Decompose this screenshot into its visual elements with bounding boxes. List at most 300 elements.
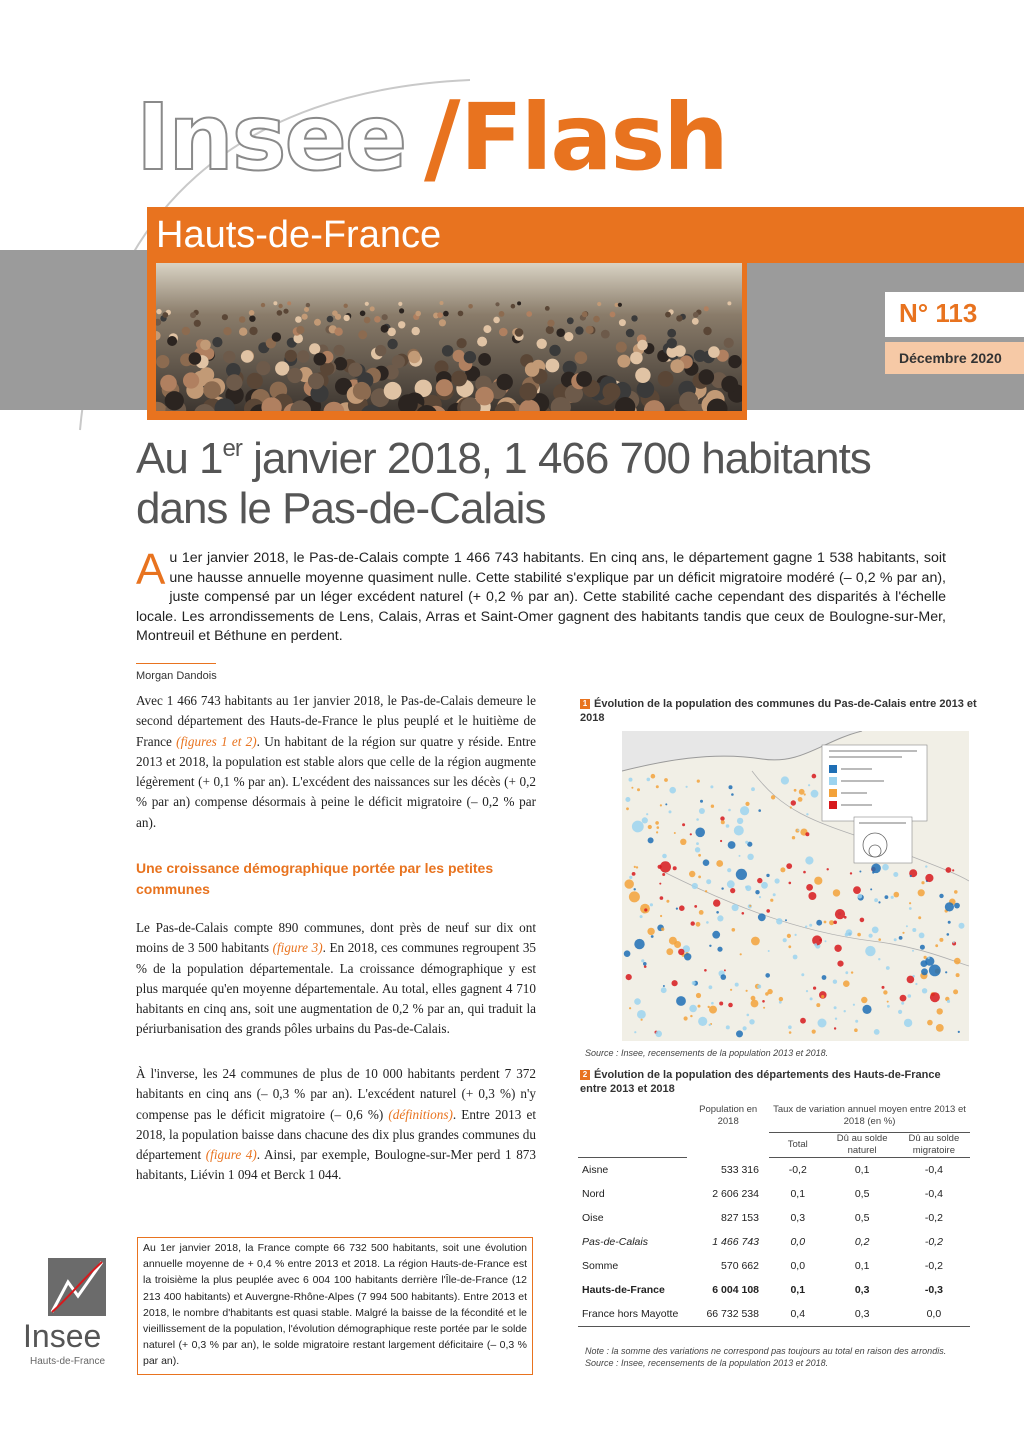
map-commune-dot [763, 1007, 765, 1009]
map-commune-dot [721, 887, 723, 889]
map-commune-dot [706, 879, 711, 884]
title-line1-pre: Au 1 [136, 434, 223, 483]
table-row [578, 1206, 970, 1230]
map-commune-dot [805, 832, 809, 836]
map-commune-dot [874, 898, 878, 902]
table-header-row-1 [578, 1100, 970, 1133]
map-commune-dot [922, 988, 927, 993]
map-commune-dot [779, 997, 783, 1001]
crowd-head [272, 332, 281, 341]
crowd-head [156, 355, 169, 368]
figure2-notes [585, 1345, 975, 1369]
map-commune-dot [710, 785, 713, 788]
row-population: 570 662 [721, 1260, 759, 1272]
title-sup: er [222, 435, 242, 462]
map-commune-dot [813, 987, 816, 990]
map-commune-dot [661, 928, 664, 931]
crowd-head [183, 372, 199, 388]
map-commune-dot [698, 876, 701, 879]
map-commune-dot [874, 1029, 880, 1035]
table-row [578, 1182, 970, 1206]
map-commune-dot [728, 841, 736, 849]
crowd-head [334, 328, 342, 336]
crowd-head [575, 351, 588, 364]
crowd-head [382, 314, 388, 320]
insee-logo-region: Hauts-de-France [30, 1356, 106, 1367]
map-commune-dot [959, 923, 965, 929]
map-commune-dot [747, 1014, 750, 1017]
map-commune-dot [902, 932, 904, 934]
map-commune-dot [768, 950, 770, 952]
section-heading: Une croissance démographique portée par les petites communes [136, 860, 494, 897]
map-commune-dot [825, 940, 827, 942]
crowd-head [525, 362, 539, 376]
row-migratory: -0,4 [924, 1188, 943, 1200]
row-total: 0,0 [790, 1236, 806, 1248]
crowd-head [658, 371, 674, 387]
map-commune-dot [808, 784, 810, 786]
map-commune-dot [626, 807, 629, 810]
map-commune-dot [953, 941, 955, 943]
crowd-head [497, 374, 513, 390]
map-commune-dot [912, 950, 914, 952]
map-commune-dot [853, 886, 861, 894]
crowd-head [182, 327, 190, 335]
p3-text-a: À l'inverse, les 24 communes de plus de 10 000 habitants perdent 7 372 habitants en cinq ans (– 0,3 % par an). L'excédent naturel (+ 0,3 %) n'y compense pas le déficit migratoire (– 0,6 %) [136, 1066, 536, 1122]
map-commune-dot [843, 980, 850, 987]
p3-text-c: . Ainsi, par exemple, Boulogne-sur-Mer perd 1 873 habitants, Liévin 1 094 et Berck 1 044. [136, 1147, 536, 1183]
map-commune-dot [696, 993, 701, 998]
map-commune-dot [720, 840, 722, 842]
table-row [578, 1278, 970, 1302]
crowd-head [203, 381, 221, 399]
issue-date: Décembre 2020 [899, 350, 1002, 366]
map-commune-dot [640, 904, 650, 914]
row-name: Aisne [582, 1164, 609, 1176]
legend-swatch-decline [829, 777, 837, 785]
map-commune-dot [762, 1000, 765, 1003]
insee-logo-icon [48, 1258, 106, 1316]
crowd-head [162, 312, 168, 318]
row-total: -0,2 [788, 1164, 807, 1176]
crowd-head [398, 302, 402, 306]
col-total: Total [769, 1133, 827, 1158]
map-commune-dot [794, 789, 797, 792]
row-population: 827 153 [721, 1212, 759, 1224]
map-commune-dot [659, 883, 661, 885]
map-commune-dot [705, 890, 707, 892]
map-commune-dot [947, 1000, 950, 1003]
crowd-head [189, 352, 202, 365]
p2-figure-ref[interactable]: (figure 3) [272, 940, 323, 956]
col-rate: Taux de variation annuel moyen entre 2013 et 2018 (en %) [769, 1100, 970, 1133]
crowd-head [547, 320, 554, 327]
crowd-head [335, 314, 341, 320]
map-commune-dot [812, 1030, 816, 1034]
p1-text-b: . Un habitant de la région sur quatre y réside. Entre 2013 et 2018, la population est stable alors que celle de la région augmente légèrement (+ 0,1 % par an). L'excédent des naissances sur les décès (+ 0,2 % par an) compense désormais à peine le déficit migratoire (– 0,2 % par an). [136, 733, 536, 830]
map-commune-dot [680, 839, 686, 845]
crowd-head [275, 361, 289, 375]
map-commune-dot [724, 969, 726, 971]
map-commune-dot [684, 953, 691, 960]
map-commune-dot [844, 1010, 846, 1012]
map-commune-dot [757, 878, 762, 883]
map-commune-dot [629, 891, 640, 902]
body-paragraph-1 [136, 691, 536, 833]
map-commune-dot [882, 864, 889, 871]
map-commune-dot [698, 1017, 707, 1026]
figure2-source: Source : Insee, recensements de la population 2013 et 2018. [585, 1358, 829, 1368]
crowd-head [249, 310, 255, 316]
map-commune-dot [861, 997, 867, 1003]
row-migratory: -0,4 [924, 1164, 943, 1176]
map-commune-dot [634, 939, 644, 949]
map-commune-dot [767, 989, 772, 994]
map-commune-dot [806, 990, 808, 992]
info-box-text: Au 1er janvier 2018, la France compte 66 732 500 habitants, soit une évolution annuelle moyenne de + 0,4 % entre 2013 et 2018. La région Hauts-de-France est la troisième la plus peuplée avec 6 004 100 habitants derrière l'Île-de-France (12 213 400 habitants) et Auvergne-Rhône-Alpes (7 994 500 habitants). Entre 2013 et 2018, le nombre d'habitants est quasi stable. Malgré la baisse de la fécondité et le vieillissement de la population, l'évolution démographique reste portée par le solde naturel (+ 0,3 % par an), le solde migratoire restant largement déficitaire (– 0,3 % par an). [143, 1242, 527, 1368]
map-commune-dot [629, 876, 632, 879]
row-natural: 0,1 [854, 1260, 870, 1272]
lead-text: u 1er janvier 2018, le Pas-de-Calais compte 1 466 743 habitants. En cinq ans, le département gagne 1 538 habitants, soit une hausse annuelle moyenne quasiment nulle. Cette stabilité s'explique par un déficit migratoire modéré (– 0,2 % par an), juste compensé par un léger excédent naturel (+ 0,2 % par an). Cette stabilité cache cependant des disparités à l'échelle locale. Les arrondissements de Lens, Calais, Arras et Saint-Omer gagnent des habitants tandis que ceux de Boulogne-sur-Mer, Montreuil et Béthune en perdent. [136, 550, 946, 644]
brand-insee: Insee [136, 84, 406, 191]
map-commune-dot [726, 824, 730, 828]
crowd-head [451, 371, 467, 387]
map-commune-dot [853, 1004, 855, 1006]
crowd-head [728, 355, 741, 368]
map-commune-dot [712, 931, 720, 939]
crowd-head [667, 338, 677, 348]
map-commune-dot [872, 927, 879, 934]
map-commune-dot [924, 956, 927, 959]
table-row [578, 1158, 970, 1183]
map-commune-dot [634, 1031, 636, 1033]
map-commune-dot [672, 980, 678, 986]
table-header-row-2 [578, 1133, 970, 1158]
insee-logo-word: Insee [23, 1318, 102, 1354]
map-commune-dot [727, 880, 735, 888]
map-commune-dot [918, 916, 921, 919]
map-commune-dot [833, 889, 840, 896]
map-commune-dot [947, 933, 950, 936]
map-commune-dot [655, 821, 659, 825]
map-commune-dot [783, 938, 787, 942]
author-name: Morgan Dandois [136, 670, 217, 682]
map-commune-dot [655, 1031, 662, 1038]
crowd-head [381, 325, 389, 333]
crowd-head [398, 321, 405, 328]
map-commune-dot [745, 841, 748, 844]
row-name: Nord [582, 1188, 605, 1200]
map-commune-dot [691, 921, 695, 925]
page-title [136, 434, 916, 534]
crowd-head [374, 316, 381, 323]
map-commune-dot [669, 937, 677, 945]
p3-figure-ref[interactable]: (figure 4) [205, 1147, 257, 1163]
crowd-head [526, 311, 532, 317]
map-commune-dot [915, 983, 917, 985]
map-commune-dot [816, 920, 822, 926]
row-migratory: -0,2 [924, 1236, 943, 1248]
map-commune-dot [929, 965, 941, 977]
map-commune-dot [918, 889, 925, 896]
crowd-head [408, 351, 420, 363]
brand-slash: / [424, 79, 461, 196]
map-commune-dot [732, 904, 739, 911]
map-commune-dot [835, 1018, 837, 1020]
crowd-head [617, 355, 630, 368]
crowd-head [308, 373, 324, 389]
map-commune-dot [624, 950, 631, 957]
crowd-head [302, 314, 308, 320]
map-commune-dot [958, 1031, 960, 1033]
row-name: Pas-de-Calais [582, 1236, 648, 1248]
map-commune-dot [766, 909, 770, 913]
map-commune-dot [793, 955, 798, 960]
map-commune-dot [632, 872, 636, 876]
map-commune-dot [626, 974, 632, 980]
map-commune-dot [698, 854, 701, 857]
map-commune-dot [729, 785, 733, 789]
crowd-head [549, 345, 560, 356]
map-commune-dot [727, 868, 731, 872]
crowd-head [564, 332, 573, 341]
title-line1-post: janvier 2018, 1 466 700 habitants [241, 434, 871, 483]
map-commune-dot [648, 837, 654, 843]
map-commune-dot [755, 890, 759, 894]
figure1-source: Source : Insee, recensements de la population 2013 et 2018. [585, 1048, 829, 1058]
map-commune-dot [776, 918, 782, 924]
map-commune-dot [650, 903, 653, 906]
map-commune-dot [673, 866, 677, 870]
crowd-head [601, 330, 610, 339]
map-commune-dot [647, 928, 654, 935]
map-commune-dot [887, 1005, 890, 1008]
crowd-head [365, 302, 369, 306]
crowd-head [610, 312, 616, 318]
map-commune-dot [734, 826, 744, 836]
map-commune-dot [747, 854, 753, 860]
map-commune-dot [719, 1002, 723, 1006]
map-commune-dot [780, 867, 785, 872]
crowd-head [704, 306, 709, 311]
map-commune-dot [736, 1030, 743, 1037]
author-divider [136, 663, 216, 664]
map-commune-dot [851, 971, 853, 973]
table-row [578, 1302, 970, 1327]
map-commune-dot [695, 828, 705, 838]
map-commune-dot [921, 968, 928, 975]
map-commune-dot [792, 836, 795, 839]
figure2-badge: 2 [580, 1070, 590, 1080]
map-commune-dot [878, 901, 880, 903]
crowd-head [160, 375, 177, 392]
map-commune-dot [781, 776, 789, 784]
map-commune-dot [927, 1020, 933, 1026]
crowd-head [515, 328, 524, 337]
map-commune-dot [669, 787, 676, 794]
map-commune-dot [716, 860, 723, 867]
crowd-head [297, 350, 309, 362]
map-commune-dot [812, 935, 822, 945]
crowd-head [511, 304, 516, 309]
map-commune-dot [740, 953, 742, 955]
map-commune-dot [855, 1020, 858, 1023]
map-commune-dot [800, 1018, 806, 1024]
crowd-head [241, 350, 253, 362]
map-commune-dot [644, 965, 647, 968]
map-commune-dot [921, 960, 928, 967]
crowd-head [212, 337, 222, 347]
map-commune-dot [696, 842, 699, 845]
crowd-head [665, 312, 671, 318]
crowd-head [567, 317, 574, 324]
crowd-head [637, 340, 648, 351]
crowd-head [630, 352, 643, 365]
crowd-head [384, 382, 402, 400]
crowd-head [223, 327, 231, 335]
crowd-head [165, 391, 184, 410]
map-commune-dot [907, 976, 915, 984]
map-commune-dot [696, 818, 699, 821]
map-commune-dot [751, 937, 760, 946]
crowd-head [457, 338, 467, 348]
map-commune-dot [789, 1031, 792, 1034]
map-commune-dot [746, 990, 748, 992]
map-commune-dot [930, 992, 940, 1002]
crowd-head [635, 368, 650, 383]
map-commune-dot [791, 800, 796, 805]
map-commune-dot [703, 859, 710, 866]
crowd-head [458, 311, 464, 317]
map-commune-dot [936, 1024, 944, 1032]
crowd-head [676, 315, 682, 321]
map-commune-dot [846, 929, 853, 936]
map-commune-dot [909, 907, 912, 910]
row-migratory: -0,3 [924, 1284, 943, 1296]
p3-text-b: . Entre 2013 et 2018, la population baisse dans chacune des dix plus grandes communes du département [136, 1106, 536, 1163]
legend-swatch-strong-decline [829, 765, 837, 773]
map-commune-dot [751, 1000, 759, 1008]
crowd-head [517, 301, 521, 305]
map-commune-dot [894, 892, 900, 898]
map-commune-dot [637, 788, 640, 791]
map-commune-dot [786, 863, 792, 869]
map-commune-dot [887, 1001, 889, 1003]
crowd-head [439, 319, 446, 326]
crowd-head [582, 311, 588, 317]
map-commune-dot [862, 1005, 871, 1014]
crowd-head [249, 316, 255, 322]
map-commune-dot [927, 957, 929, 959]
map-commune-dot [865, 946, 875, 956]
crowd-head [436, 379, 453, 396]
crowd-head [278, 304, 282, 308]
map-commune-dot [835, 909, 845, 919]
map-commune-dot [837, 961, 843, 967]
map-commune-dot [870, 888, 872, 890]
crowd-head [239, 316, 246, 323]
crowd-head [370, 306, 375, 311]
crowd-head [593, 316, 600, 323]
map-commune-dot [709, 1006, 717, 1014]
crowd-head [222, 314, 228, 320]
crowd-head [327, 316, 334, 323]
map-commune-dot [656, 785, 659, 788]
crowd-head [679, 392, 698, 411]
map-commune-dot [805, 856, 813, 864]
map-commune-dot [690, 1015, 692, 1017]
crowd-head [727, 301, 731, 305]
map-commune-dot [698, 1005, 701, 1008]
map-commune-dot [925, 865, 927, 867]
map-commune-dot [788, 1025, 792, 1029]
crowd-head [348, 363, 362, 377]
crowd-head [261, 303, 265, 307]
map-commune-dot [634, 866, 636, 868]
map-commune-dot [735, 983, 739, 987]
row-total: 0,4 [769, 1302, 827, 1327]
map-commune-dot [637, 1010, 646, 1019]
map-commune-dot [699, 808, 705, 814]
row-population: 66 732 538 [687, 1302, 769, 1327]
p1-text-a: Avec 1 466 743 habitants au 1er janvier 2018, le Pas-de-Calais demeure le second département des Hauts-de-France le plus peuplé et le huitième de France [136, 693, 536, 749]
map-commune-dot [921, 881, 924, 884]
map-commune-dot [686, 786, 688, 788]
map-commune-dot [845, 971, 848, 974]
map-commune-dot [717, 915, 723, 921]
crowd-head [306, 303, 310, 307]
map-commune-dot [789, 882, 792, 885]
p1-figure-ref[interactable]: (figures 1 et 2) [176, 733, 257, 749]
row-natural: 0,5 [854, 1188, 870, 1200]
title-line2: dans le Pas-de-Calais [136, 484, 546, 533]
crowd-head [392, 355, 405, 368]
map-commune-dot [697, 780, 700, 783]
map-commune-dot [785, 919, 787, 921]
crowd-head [415, 311, 421, 317]
map-commune-dot [954, 890, 958, 894]
map-commune-dot [757, 985, 761, 989]
p3-definitions-ref[interactable]: (définitions) [388, 1106, 453, 1122]
map-commune-dot [871, 864, 881, 874]
map-commune-dot [827, 868, 829, 870]
map-commune-dot [711, 1002, 714, 1005]
crowd-head [437, 312, 443, 318]
map-commune-dot [679, 905, 685, 911]
map-commune-dot [665, 803, 667, 805]
map-commune-dot [663, 985, 665, 987]
map-commune-dot [634, 998, 641, 1005]
map-commune-dot [790, 806, 792, 808]
map-commune-dot [858, 894, 863, 899]
crowd-head [287, 301, 291, 305]
map-commune-dot [745, 886, 748, 889]
map-commune-dot [739, 855, 741, 857]
map-commune-dot [954, 903, 960, 909]
map-commune-dot [878, 958, 880, 960]
crowd-head [344, 304, 348, 308]
crowd-head [295, 316, 302, 323]
row-natural: 0,3 [854, 1284, 870, 1296]
row-name: France hors Mayotte [578, 1302, 687, 1327]
row-population: 2 606 234 [712, 1188, 759, 1200]
map-commune-dot [770, 899, 773, 902]
crowd-head [699, 369, 715, 385]
map-commune-dot [634, 888, 636, 890]
crowd-head [314, 353, 327, 366]
map-commune-dot [910, 875, 912, 877]
crowd-head [453, 350, 465, 362]
